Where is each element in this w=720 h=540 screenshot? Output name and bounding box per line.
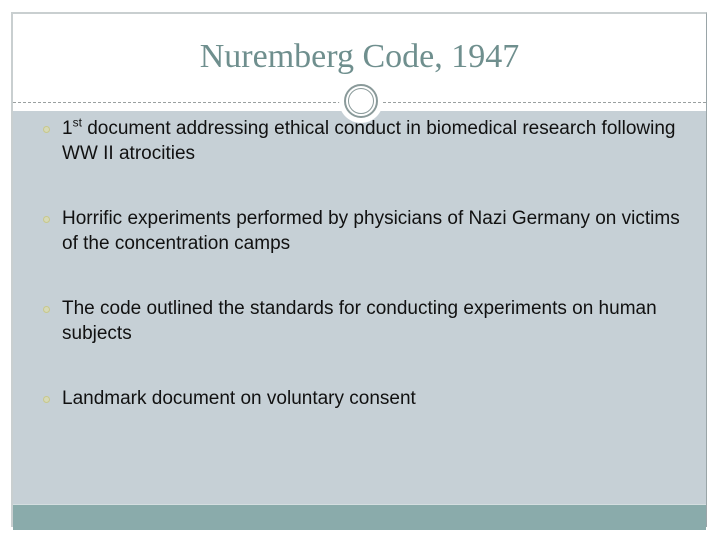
bullet-item (40, 206, 680, 256)
bullet-list (40, 116, 680, 451)
bullet-item (40, 386, 680, 411)
bullet-circle-icon (43, 126, 50, 133)
bullet-text: The code outlined the standards for conducting experiments on human subjects (62, 298, 657, 344)
bullet-circle-icon (43, 306, 50, 313)
bullet-circle-icon (43, 396, 50, 403)
bullet-text: Horrific experiments performed by physicians of Nazi Germany on victims of the concentration camps (62, 208, 680, 254)
bullet-item (40, 296, 680, 346)
bullet-circle-icon (43, 216, 50, 223)
bullet-item (40, 116, 680, 166)
bullet-text: 1st document addressing ethical conduct in biomedical research following WW II atrocities (62, 115, 676, 164)
footer-band (13, 504, 706, 530)
slide-title: Nuremberg Code, 1947 (199, 38, 520, 75)
bullet-text: Landmark document on voluntary consent (62, 388, 416, 409)
